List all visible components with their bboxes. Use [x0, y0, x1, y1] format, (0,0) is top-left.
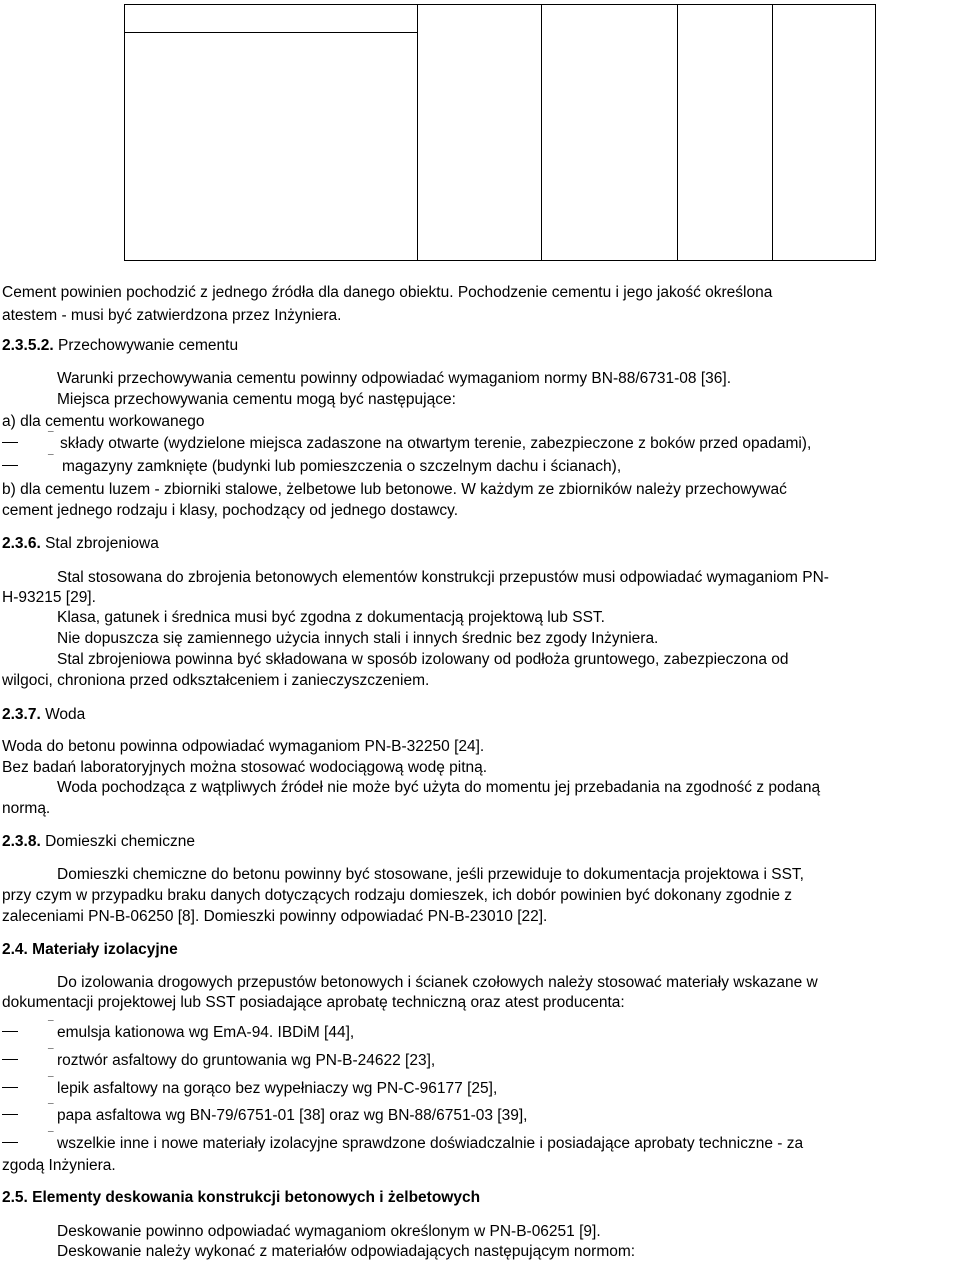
table-column-divider	[677, 4, 678, 261]
dash-bullet-icon	[2, 1031, 18, 1032]
list-item: emulsja kationowa wg EmA-94. IBDiM [44],	[57, 1024, 355, 1041]
section-title: Przechowywanie cementu	[53, 337, 239, 354]
list-item: wszelkie inne i nowe materiały izolacyjne sprawdzone doświadczalnie i posiadające aprobaty techniczne - za	[57, 1135, 804, 1152]
section-heading-2-3-6	[2, 534, 159, 553]
dash-bullet-icon	[2, 1114, 18, 1115]
paragraph: Miejsca przechowywania cementu mogą być następujące:	[57, 391, 456, 408]
paragraph: Cement powinien pochodzić z jednego źródła dla danego obiektu. Pochodzenie cementu i jego jakość określona	[2, 284, 773, 301]
section-heading-2-4	[2, 940, 178, 959]
paragraph: zaleceniami PN-B-06250 [8]. Domieszki powinny odpowiadać PN-B-23010 [22].	[2, 908, 548, 925]
paragraph: Klasa, gatunek i średnica musi być zgodna z dokumentacją projektową lub SST.	[57, 609, 605, 626]
section-title: Woda	[40, 706, 86, 723]
paragraph: b) dla cementu luzem - zbiorniki stalowe, żelbetowe lub betonowe. W każdym ze zbiorników należy przechowywać	[2, 481, 787, 498]
paragraph: Stal zbrojeniowa powinna być składowana w sposób izolowany od podłoża gruntowego, zabezpieczona od	[57, 651, 789, 668]
section-number: 2.3.7.	[2, 706, 41, 723]
paragraph: wilgoci, chroniona przed odkształceniem i zanieczyszczeniem.	[2, 672, 430, 689]
paragraph: Woda do betonu powinna odpowiadać wymaganiom PN-B-32250 [24].	[2, 738, 485, 755]
dash-bullet-icon	[2, 1087, 18, 1088]
dash-bullet-icon	[2, 1142, 18, 1143]
paragraph: cement jednego rodzaju i klasy, pochodzący od jednego dostawcy.	[2, 502, 459, 519]
paragraph: Bez badań laboratoryjnych można stosować wodociągową wodę pitną.	[2, 759, 488, 776]
list-item: roztwór asfaltowy do gruntowania wg PN-B-24622 [23],	[57, 1052, 436, 1069]
section-heading-2-3-8	[2, 832, 195, 851]
paragraph: Stal stosowana do zbrojenia betonowych elementów konstrukcji przepustów musi odpowiadać wymaganiom PN-	[57, 569, 829, 586]
table-frame	[124, 4, 876, 261]
paragraph: Nie dopuszcza się zamiennego użycia innych stali i innych średnic bez zgody Inżyniera.	[57, 630, 659, 647]
dash-bullet-icon	[2, 1059, 18, 1060]
dash-bullet-icon	[2, 442, 18, 443]
paragraph: przy czym w przypadku braku danych dotyczących rodzaju domieszek, ich dobór powinien być dokonany zgodnie z	[2, 887, 793, 904]
paragraph: zgodą Inżyniera.	[2, 1157, 116, 1174]
paragraph: atestem - musi być zatwierdzona przez Inżyniera.	[2, 307, 342, 324]
list-heading: a) dla cementu workowanego	[2, 413, 205, 430]
paragraph: Woda pochodząca z wątpliwych źródeł nie może być użyta do momentu jej przebadania na zgodność z podaną	[57, 779, 821, 796]
section-heading-2-3-5-2	[2, 336, 238, 355]
table-column-divider	[541, 4, 542, 261]
tilde-mark: ¯	[48, 1020, 54, 1031]
tilde-mark: ¯	[48, 1076, 54, 1087]
table-row-divider	[124, 32, 417, 33]
paragraph: Do izolowania drogowych przepustów betonowych i ścianek czołowych należy stosować materiały wskazane w	[57, 974, 818, 991]
paragraph: Warunki przechowywania cementu powinny odpowiadać wymaganiom normy BN-88/6731-08 [36].	[57, 370, 732, 387]
tilde-mark: ¯	[48, 1048, 54, 1059]
paragraph: H-93215 [29].	[2, 589, 96, 606]
section-title: Domieszki chemiczne	[40, 833, 195, 850]
paragraph: normą.	[2, 800, 51, 817]
section-number: 2.3.8.	[2, 833, 41, 850]
list-item: magazyny zamknięte (budynki lub pomieszczenia o szczelnym dachu i ścianach),	[62, 458, 622, 475]
dash-bullet-icon	[2, 465, 18, 466]
paragraph: dokumentacji projektowej lub SST posiadające aprobatę techniczną oraz atest producenta:	[2, 994, 625, 1011]
tilde-mark: ¯	[48, 431, 54, 442]
section-title: Materiały izolacyjne	[27, 941, 178, 958]
section-title: Stal zbrojeniowa	[40, 535, 159, 552]
section-heading-2-3-7	[2, 705, 85, 724]
list-item: lepik asfaltowy na gorąco bez wypełniaczy wg PN-C-96177 [25],	[57, 1080, 498, 1097]
tilde-mark: ¯	[48, 454, 54, 465]
paragraph: Deskowanie powinno odpowiadać wymaganiom określonym w PN-B-06251 [9].	[57, 1223, 601, 1240]
list-item: składy otwarte (wydzielone miejsca zadaszone na otwartym terenie, zabezpieczone z boków przed opadami),	[60, 435, 812, 452]
table-column-divider	[772, 4, 773, 261]
section-heading-2-5: 2.5. Elementy deskowania konstrukcji betonowych i żelbetowych	[2, 1189, 481, 1206]
tilde-mark: ¯	[48, 1131, 54, 1142]
section-number: 2.3.6.	[2, 535, 41, 552]
paragraph: Domieszki chemiczne do betonu powinny być stosowane, jeśli przewiduje to dokumentacja projektowa i SST,	[57, 866, 804, 883]
section-number: 2.3.5.2.	[2, 337, 54, 354]
tilde-mark: ¯	[48, 1103, 54, 1114]
table-column-divider	[417, 4, 418, 261]
section-number: 2.4.	[2, 941, 28, 958]
list-item: papa asfaltowa wg BN-79/6751-01 [38] oraz wg BN-88/6751-03 [39],	[57, 1107, 528, 1124]
paragraph: Deskowanie należy wykonać z materiałów odpowiadających następującym normom:	[57, 1243, 636, 1260]
